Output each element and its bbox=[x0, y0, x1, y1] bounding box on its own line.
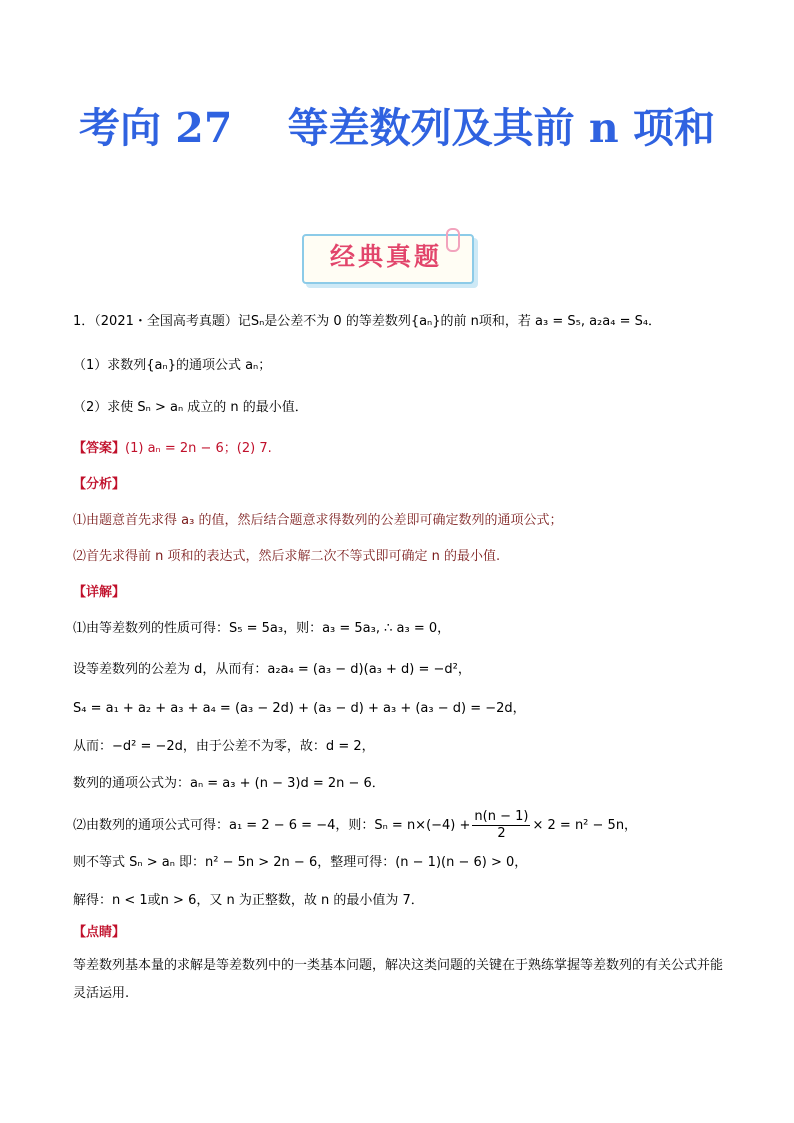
answer-tag: 【答案】 bbox=[73, 441, 126, 456]
detail-line-6 bbox=[73, 806, 753, 848]
detail-line-6-right: × 2 = n² − 5n， bbox=[532, 818, 638, 833]
detail-line-3: S₄ = a₁ + a₂ + a₃ + a₄ = (a₃ − 2d) + (a₃ − d) + a₃ + (a₃ − d) = −2d， bbox=[73, 701, 526, 716]
section-banner bbox=[298, 228, 482, 286]
problem-statement: 1．（2021・全国高考真题）记Sₙ是公差不为 0 的等差数列{aₙ}的前 n项和，若 a₃ = S₅, a₂a₄ = S₄． bbox=[73, 314, 662, 329]
answer-text: (1) aₙ = 2n − 6；(2) 7. bbox=[125, 441, 272, 456]
analysis-tag: 【分析】 bbox=[73, 477, 126, 492]
fraction-denominator: 2 bbox=[497, 826, 506, 841]
detail-line-7: 则不等式 Sₙ > aₙ 即：n² − 5n > 2n − 6，整理可得：(n − 1)(n − 6) > 0， bbox=[73, 855, 528, 870]
detail-line-8: 解得：n < 1或n > 6，又 n 为正整数，故 n 的最小值为 7． bbox=[73, 893, 424, 908]
detail-line-4: 从而：−d² = −2d，由于公差不为零，故：d = 2， bbox=[73, 739, 375, 754]
page-title: 考向 27 等差数列及其前 n 项和 bbox=[79, 104, 715, 152]
analysis-line-2: ⑵首先求得前 n 项和的表达式，然后求解二次不等式即可确定 n 的最小值. bbox=[73, 549, 501, 564]
problem-part-1: （1）求数列{aₙ}的通项公式 aₙ； bbox=[73, 358, 272, 373]
analysis-line-1: ⑴由题意首先求得 a₃ 的值，然后结合题意求得数列的公差即可确定数列的通项公式； bbox=[73, 513, 563, 528]
problem-part-2: （2）求使 Sₙ > aₙ 成立的 n 的最小值． bbox=[73, 400, 308, 415]
detail-line-2: 设等差数列的公差为 d，从而有：a₂a₄ = (a₃ − d)(a₃ + d) = −d²， bbox=[73, 662, 471, 677]
comment-text: 等差数列基本量的求解是等差数列中的一类基本问题，解决这类问题的关键在于熟练掌握等差数列的有关公式并能灵活运用. bbox=[73, 958, 724, 1001]
comment-tag: 【点睛】 bbox=[73, 925, 126, 940]
detail-line-5: 数列的通项公式为：aₙ = a₃ + (n − 3)d = 2n − 6． bbox=[73, 776, 385, 791]
answer-line bbox=[73, 439, 753, 459]
detail-line-1: ⑴由等差数列的性质可得：S₅ = 5a₃，则：a₃ = 5a₃, ∴ a₃ = 0， bbox=[73, 621, 451, 636]
detail-tag: 【详解】 bbox=[73, 585, 126, 600]
detail-line-6-left: ⑵由数列的通项公式可得：a₁ = 2 − 6 = −4，则：Sₙ = n×(−4) + bbox=[73, 818, 471, 833]
banner-label: 经典真题 bbox=[329, 242, 442, 271]
fraction-numerator: n(n − 1) bbox=[474, 809, 529, 824]
fraction bbox=[472, 809, 530, 842]
